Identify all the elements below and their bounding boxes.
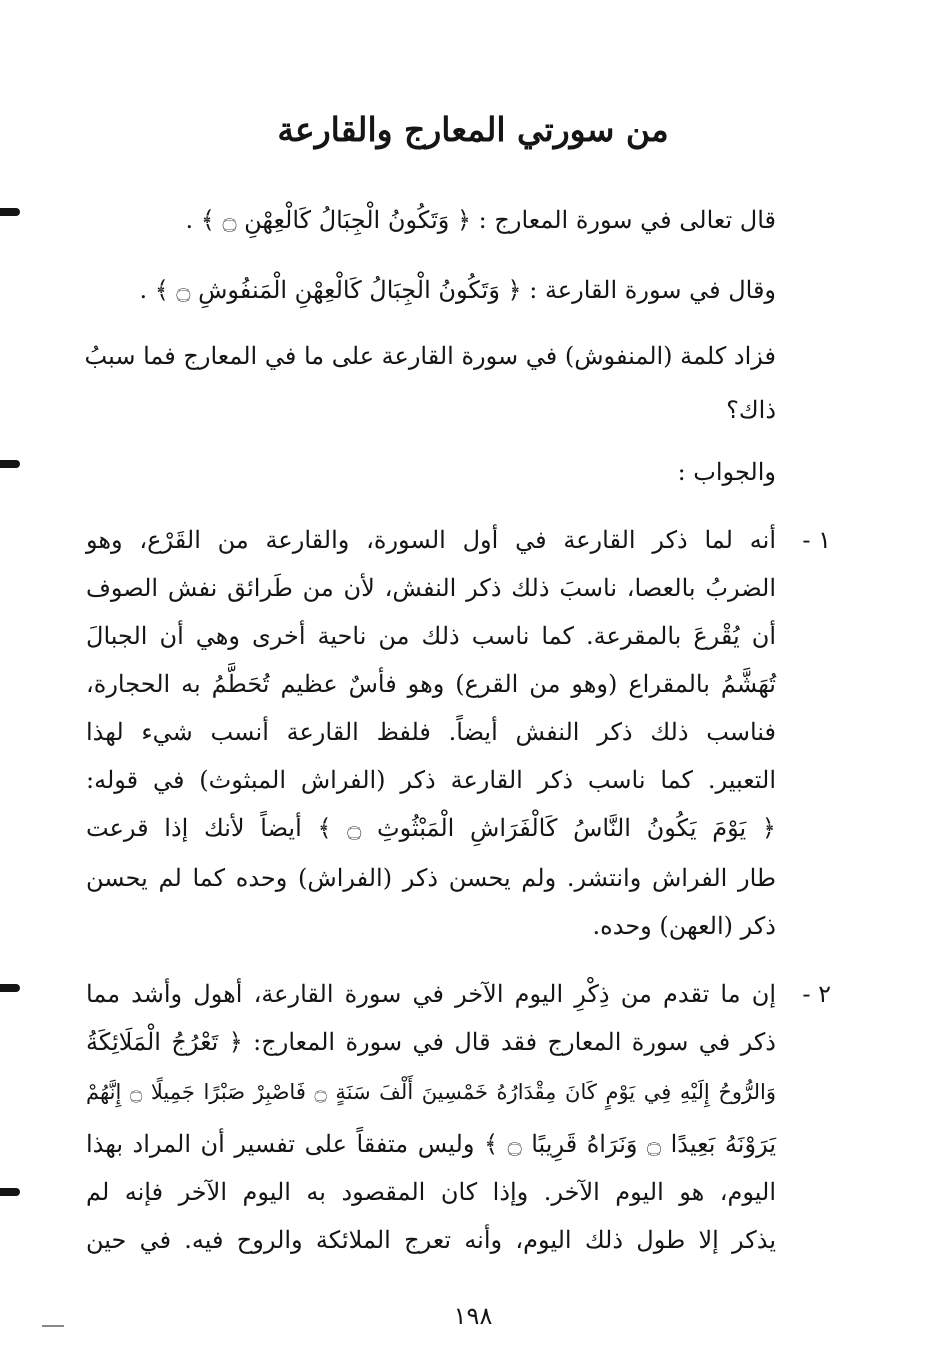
page-edge-mark <box>0 208 20 216</box>
point-1-line: أنه لما ذكر القارعة في أول السورة، والقارعة من القَرْع، وهو <box>86 526 776 554</box>
point-1-line: الضربُ بالعصا، ناسبَ ذلك ذكر النفش، لأن من طَرائق نفش الصوف <box>86 574 776 602</box>
point-1-line: التعبير. كما ناسب ذكر القارعة ذكر (الفراش المبثوث) في قوله: <box>86 766 776 794</box>
point-1-line: تُهَشَّمُ بالمقراع (وهو من القرع) وهو فأسٌ عظيم تُحَطَّمُ به الحجارة، <box>86 670 776 698</box>
intro-line-2: وقال في سورة القارعة : ﴿ وَتَكُونُ الْجِبَالُ كَالْعِهْنِ الْمَنفُوشِ ۝ ﴾ . <box>139 276 776 304</box>
point-2-line: إن ما تقدم من ذِكْرِ اليوم الآخر في سورة القارعة، أهول وأشد مما <box>86 980 776 1008</box>
margin-tick <box>42 1325 64 1327</box>
point-1-line: ﴿ يَوْمَ يَكُونُ النَّاسُ كَالْفَرَاشِ الْمَبْثُوثِ ۝ ﴾ أيضاً لأنك إذا قرعت <box>86 814 776 842</box>
point-1-line: طار الفراش وانتشر. ولم يحسن ذكر (الفراش) وحده كما لم يحسن <box>86 864 776 892</box>
point-1-number: ١ - <box>802 526 831 554</box>
point-2-number: ٢ - <box>802 980 831 1008</box>
point-2-line: يذكر إلا طول ذلك اليوم، وأنه تعرج الملائكة والروح فيه. في حين <box>86 1226 776 1254</box>
point-1-line: أن يُقْرعَ بالمقرعة. كما ناسب ذلك من ناحية أخرى وهي أن الجبالَ <box>86 622 776 650</box>
question-line-1: فزاد كلمة (المنفوش) في سورة القارعة على ما في المعارج فما سببُ <box>84 342 776 370</box>
point-1-line: فناسب ذلك ذكر النفش أيضاً. فلفظ القارعة أنسب شيء لهذا <box>86 718 776 746</box>
answer-label: والجواب : <box>677 458 776 486</box>
page-edge-mark <box>0 460 20 468</box>
page-edge-mark <box>0 1188 20 1196</box>
intro-line-1: قال تعالى في سورة المعارج : ﴿ وَتَكُونُ الْجِبَالُ كَالْعِهْنِ ۝ ﴾ . <box>185 206 776 234</box>
question-line-2: ذاك؟ <box>726 396 776 424</box>
page-number: ١٩٨ <box>453 1302 493 1330</box>
point-2-line: وَالرُّوحُ إِلَيْهِ فِي يَوْمٍ كَانَ مِقْدَارُهُ خَمْسِينَ أَلْفَ سَنَةٍ ۝ فَاصْبِرْ صَبْرًا جَمِيلًا ۝ إِنَّهُمْ <box>86 1080 776 1104</box>
point-2-line: اليوم، هو اليوم الآخر. وإذا كان المقصود به اليوم الآخر فإنه لم <box>86 1178 776 1206</box>
point-1-line: ذكر (العهن) وحده. <box>592 912 776 940</box>
point-2-line: ذكر في سورة المعارج فقد قال في سورة المعارج: ﴿ تَعْرُجُ الْمَلَائِكَةُ <box>86 1028 776 1056</box>
point-2-line: يَرَوْنَهُ بَعِيدًا ۝ وَنَرَاهُ قَرِيبًا ۝ ﴾ وليس متفقاً على تفسير أن المراد بهذا <box>86 1130 776 1158</box>
page-title: من سورتي المعارج والقارعة <box>277 110 669 149</box>
page-edge-mark <box>0 984 20 992</box>
